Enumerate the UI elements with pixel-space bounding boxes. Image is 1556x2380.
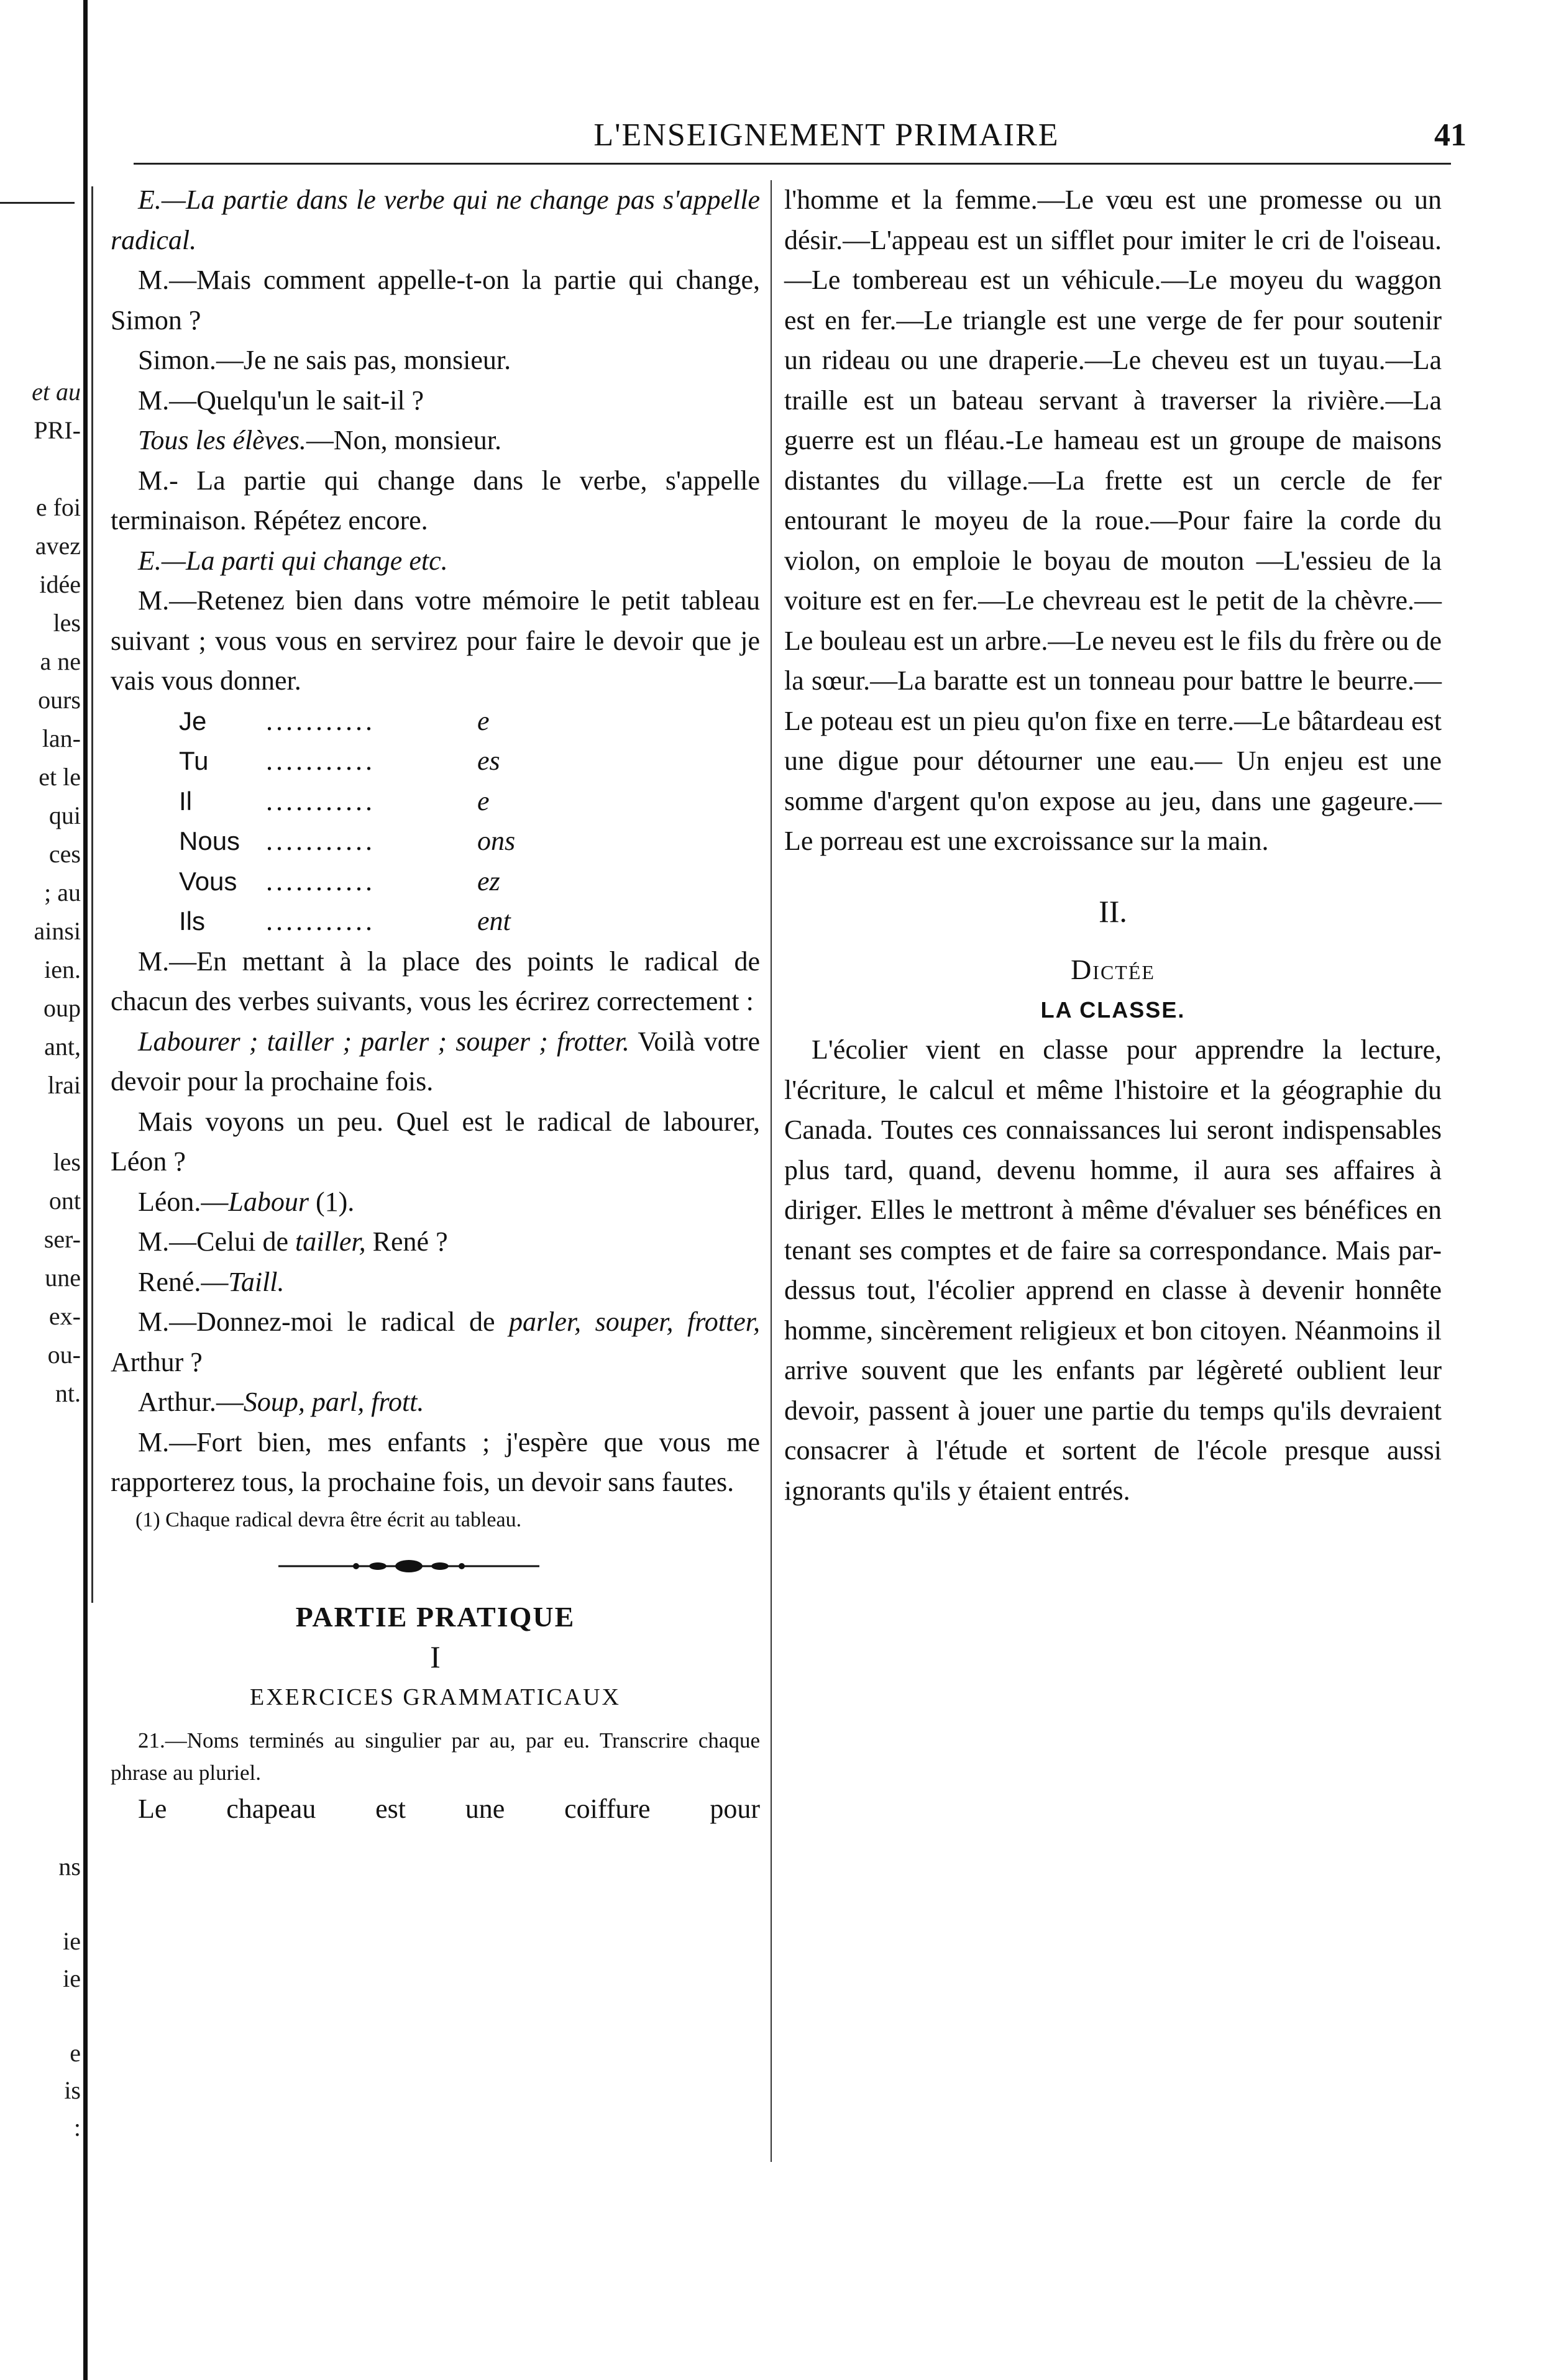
paragraph: L'écolier vient en classe pour apprendre la lecture, l'écriture, le calcul et même l'histoire et la géographie du Canada. Toutes ces connaissances lui seront indispensables plus tard, quand, devenu homme, il aura ses affaires à diriger. Elles le mettront à même d'évaluer ses bénéfices en tenant ses comptes et de faire sa correspondance. Mais par-dessus tout, l'écolier apprend en classe à devenir honnête homme, sincèrement religieux et bon citoyen. Néanmoins il arrive souvent que les enfants par légèreté oublient leur devoir, passent à jouer une partie du temps qu'ils devraient consacrer à l'étude et sortent de l'école presque aussi ignorants qu'ils y étaient entrés. (784, 1034, 1442, 1506)
conjugation-row (179, 901, 527, 942)
paragraph: M.—Mais comment appelle-t-on la partie qui change, Simon ? (111, 265, 760, 335)
answer-text: Labour (228, 1186, 309, 1217)
conjugation-ending: es (477, 745, 500, 776)
margin-fragment: ; au (44, 878, 81, 906)
conjugation-dots: ........... (266, 785, 375, 816)
paragraph (111, 1262, 760, 1303)
paragraph (111, 421, 760, 461)
margin-fragment: ie (63, 1927, 81, 1955)
paragraph (111, 1222, 760, 1262)
margin-fragment: a ne (40, 647, 81, 675)
conjugation-dots: ........... (266, 705, 375, 736)
conjugation-pronoun: Ils (179, 906, 205, 936)
margin-fragment (0, 450, 81, 488)
answer-text: Taill. (228, 1266, 285, 1297)
margin-fragment: une (45, 1264, 81, 1292)
margin-fragment: ces (48, 840, 81, 868)
conjugation-ending: e (477, 785, 490, 816)
speaker-label: Léon.— (138, 1186, 229, 1217)
running-head (99, 117, 1467, 160)
margin-fragment: is (64, 2076, 81, 2104)
conjugation-row (179, 821, 527, 862)
paragraph: E.—La parti qui change etc. (138, 545, 448, 576)
section-number: I (430, 1639, 441, 1674)
paragraph: Simon.—Je ne sais pas, monsieur. (138, 345, 511, 375)
conjugation-dots: ........... (266, 906, 375, 936)
speaker-text: —Non, monsieur. (306, 425, 502, 455)
running-head-title: L'ENSEIGNEMENT PRIMAIRE (593, 117, 1059, 153)
margin-fragment: ou- (47, 1341, 81, 1369)
paragraph (111, 1302, 760, 1382)
paragraph-text: Arthur ? (111, 1346, 203, 1377)
margin-fragment: e foi (35, 493, 81, 521)
margin-fragment: e (70, 2039, 81, 2067)
margin-fragment (0, 1997, 81, 2035)
conjugation-dots: ........... (266, 826, 375, 856)
previous-page-fragments-bottom (0, 1848, 81, 2146)
margin-fragment: : (73, 2113, 81, 2141)
conjugation-pronoun: Il (179, 786, 192, 816)
conjugation-ending: ons (477, 826, 516, 856)
margin-fragment: ien. (44, 955, 81, 983)
exercise-title: EXERCICES GRAMMATICAUX (250, 1684, 621, 1710)
section-number: II. (1099, 893, 1127, 929)
margin-fragment (0, 1105, 81, 1143)
margin-fragment (0, 1885, 81, 1923)
left-column (111, 180, 760, 1830)
margin-fragment: ser- (43, 1225, 81, 1253)
paragraph (111, 1382, 760, 1423)
previous-page-fragments-top (0, 373, 81, 1413)
margin-fragment: qui (48, 801, 81, 829)
conjugation-row (179, 782, 527, 822)
paragraph: M.—Quelqu'un le sait-il ? (138, 385, 424, 416)
page-number: 41 (1434, 117, 1467, 153)
paragraph-text: Voilà votre devoir pour la prochaine fois. (111, 1026, 760, 1097)
speaker-label: René.— (138, 1266, 229, 1297)
conjugation-pronoun: Vous (179, 866, 237, 896)
conjugation-dots: ........... (266, 745, 375, 776)
verb-text: tailler, (295, 1226, 366, 1257)
footnote-ref: (1). (309, 1186, 355, 1217)
paragraph-text: M.—Donnez-moi le radical de (138, 1306, 510, 1337)
conjugation-pronoun: Je (179, 706, 207, 736)
paragraph-text: M.—Celui de (138, 1226, 295, 1257)
column-divider (771, 180, 772, 2162)
ornament-icon (278, 1557, 539, 1575)
margin-fragment: ex- (48, 1302, 81, 1330)
paragraph: M.—Fort bien, mes enfants ; j'espère que vous me rapporterez tous, la prochaine fois, un devoir sans fautes. (111, 1426, 760, 1497)
paragraph (111, 1182, 760, 1223)
margin-fragment: et au (32, 378, 81, 406)
conjugation-dots: ........... (266, 865, 375, 896)
speaker-label: Tous les élèves. (138, 425, 306, 455)
paragraph: Mais voyons un peu. Quel est le radical de labourer, Léon ? (111, 1106, 760, 1177)
section-title: PARTIE PRATIQUE (295, 1600, 575, 1633)
paragraph (111, 1022, 760, 1102)
margin-fragment: ns (58, 1853, 81, 1881)
margin-fragment: les (53, 609, 81, 637)
paragraph: M.—Retenez bien dans votre mémoire le petit tableau suivant ; vous vous en servirez pour faire le devoir que je vais vous donner. (111, 585, 760, 696)
conjugation-ending: e (477, 705, 490, 736)
conjugation-table (179, 701, 760, 942)
ornament-divider (111, 1548, 760, 1585)
conjugation-row (179, 862, 527, 902)
margin-fragment: lan- (42, 724, 81, 752)
margin-fragment: les (53, 1148, 81, 1176)
previous-page-rule (0, 202, 75, 204)
margin-fragment: oup (43, 994, 81, 1022)
paragraph: Le chapeau est une coiffure pour (138, 1794, 760, 1824)
margin-fragment: lrai (47, 1071, 81, 1099)
paragraph-text: René ? (365, 1226, 448, 1257)
margin-fragment: ours (38, 686, 81, 714)
margin-fragment: idée (39, 570, 81, 598)
paragraph: l'homme et la femme.—Le vœu est une promesse ou un désir.—L'appeau est un sifflet pour imiter le cri de l'oiseau.—Le tombereau est un véhicule.—Le moyeu du waggon est en fer.—Le triangle est une verge de fer pour soutenir un rideau ou une draperie.—Le cheveu est un tuyau.—La traille est un bateau servant à traverser la rivière.—La guerre est un fléau.-Le hameau est un groupe de maisons distantes du village.—La frette est un cercle de fer entourant le moyeu de la roue.—Pour faire la corde du violon, on emploie le boyau de mouton —L'essieu de la voiture est en fer.—Le chevreau est le petit de la chèvre.—Le bouleau est un arbre.—Le neveu est le fils du frère ou de la sœur.—La baratte est un tonneau pour battre le beurre.—Le poteau est un pieu qu'on fixe en terre.—Le bâtardeau est une digue pour détourner une eau.— Un enjeu est une somme d'argent qu'on expose au jeu, dans une gageure.—Le porreau est une excroissance sur la main. (784, 185, 1442, 856)
conjugation-row (179, 701, 527, 742)
paragraph: M.—En mettant à la place des points le radical de chacun des verbes suivants, vous les écrirez correctement : (111, 946, 760, 1016)
paragraph: E.—La partie dans le verbe qui ne change pas s'appelle radical. (111, 185, 760, 255)
margin-fragment: et le (39, 763, 81, 791)
conjugation-ending: ez (477, 865, 500, 896)
header-rule (134, 163, 1451, 165)
margin-fragment: ainsi (34, 917, 81, 945)
margin-fragment: ant, (44, 1033, 81, 1060)
dictee-title: Dictée (1071, 954, 1155, 985)
conjugation-ending: ent (477, 906, 511, 936)
speaker-label: Arthur.— (138, 1387, 244, 1417)
footnote: (1) Chaque radical devra être écrit au tableau. (135, 1508, 522, 1531)
verb-text: parler, souper, frotter, (509, 1306, 760, 1337)
margin-fragment: nt. (55, 1379, 81, 1407)
verb-list: Labourer ; tailler ; parler ; souper ; frotter. (138, 1026, 629, 1057)
margin-fragment: PRI- (34, 416, 81, 444)
exercise-instructions: 21.—Noms terminés au singulier par au, par eu. Transcrire chaque phrase au pluriel. (111, 1728, 760, 1785)
conjugation-pronoun: Tu (179, 746, 209, 775)
margin-fragment: ont (48, 1187, 81, 1215)
binding-edge-line (83, 0, 88, 2380)
conjugation-row (179, 741, 527, 782)
conjugation-pronoun: Nous (179, 826, 240, 855)
margin-fragment: avez (35, 532, 81, 560)
binding-edge-line-inner (91, 186, 93, 1603)
paragraph: M.- La partie qui change dans le verbe, s'appelle terminaison. Répétez encore. (111, 465, 760, 536)
answer-text: Soup, parl, frott. (243, 1387, 424, 1417)
right-column (784, 180, 1442, 1511)
margin-fragment: ie (63, 1964, 81, 1992)
dictee-subtitle: LA CLASSE. (1040, 996, 1186, 1023)
